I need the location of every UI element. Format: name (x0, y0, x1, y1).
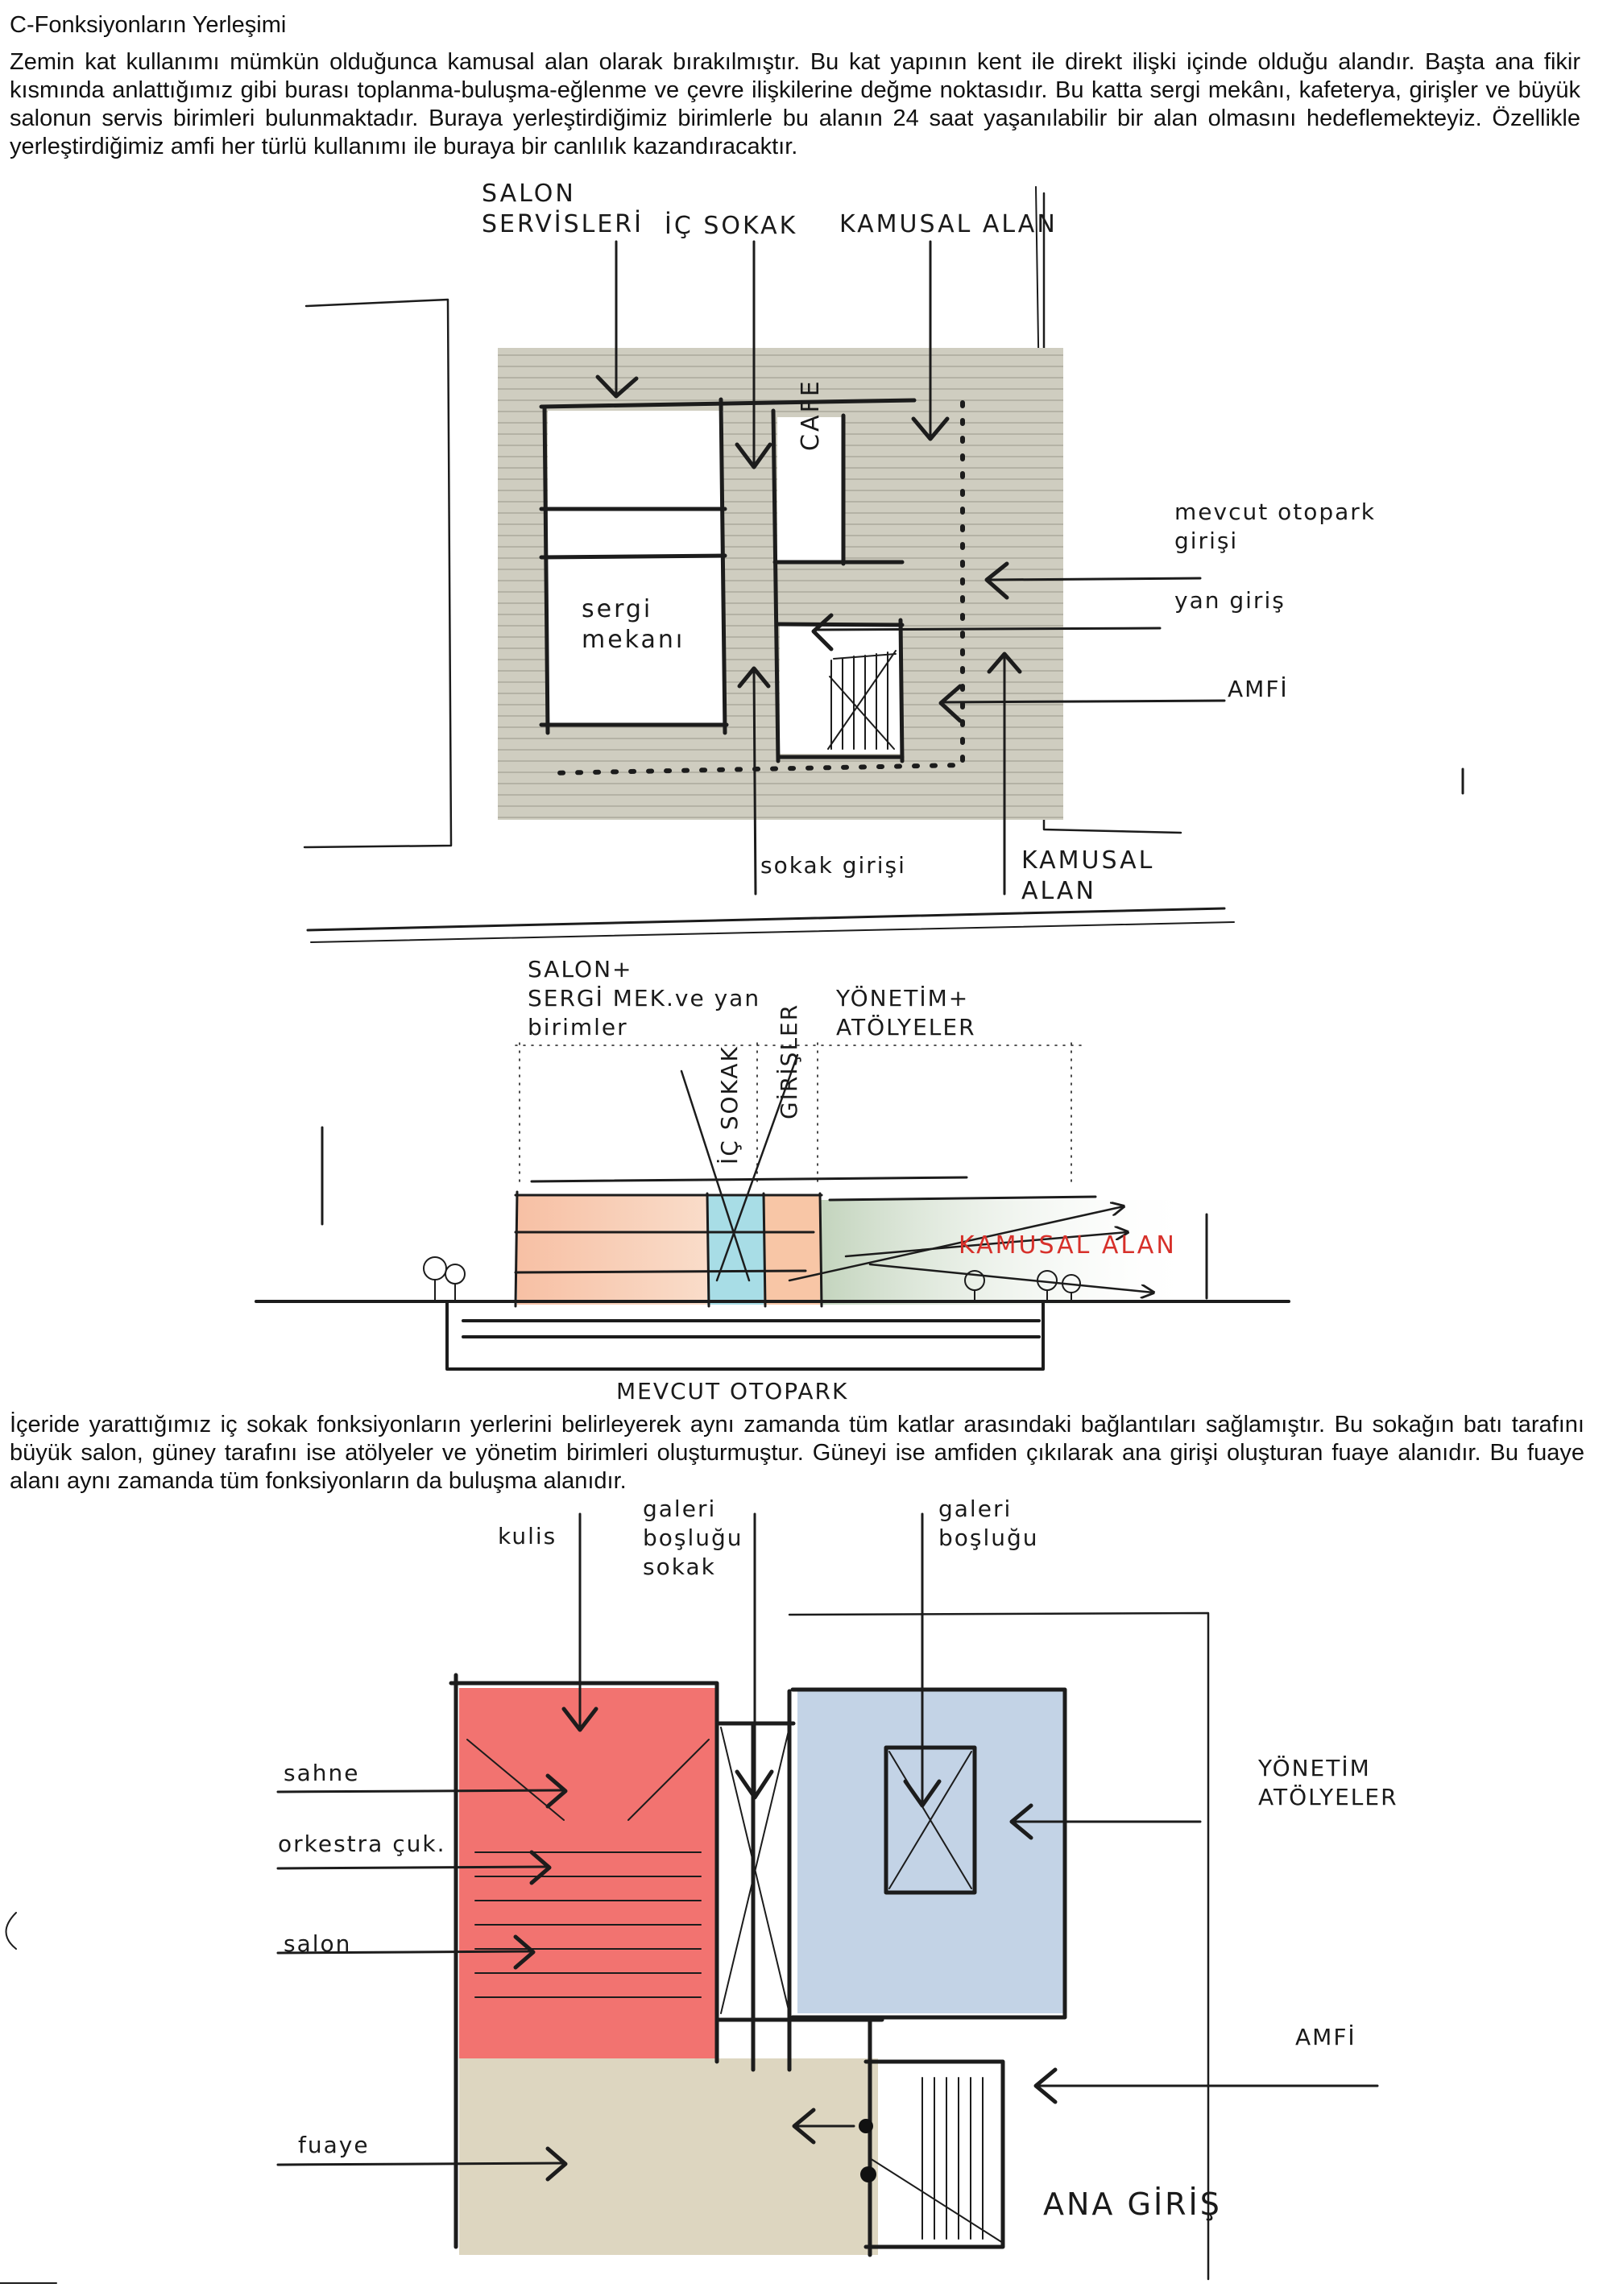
label-ic-sokak: İÇ SOKAK (665, 212, 798, 240)
second-paragraph: İçeride yarattığımız iç sokak fonksiyonların yerlerini belirleyerek aynı zamanda tüm katlar arasındaki bağlantıları sağlamıştır. Bu sokağın batı tarafını büyük salon, güney tarafını ise atölyeler ve yönetim birimleri oluşturmuştur. Güneyi ise amfiden çıkılarak ana girişi oluşturan fuaye alanıdır. Bu fuaye alanı aynı zamanda tüm fonksiyonların da buluşma alanıdır. (10, 1412, 1584, 1494)
label-yonetim-atolyeler-section: YÖNETİM+ ATÖLYELER (836, 985, 976, 1040)
label-mevcut-otopark-girisi: mevcut otopark girişi (1174, 499, 1376, 554)
label-kamusal-alan-top: KAMUSAL ALAN (839, 210, 1058, 238)
label-sergi-mekani: sergi mekanı (582, 595, 685, 654)
section-heading: C-Fonksiyonların Yerleşimi (10, 12, 287, 38)
yonetim-room (797, 1691, 1063, 2013)
label-galeri-boslugu-sokak: galeri boşluğu sokak (643, 1496, 743, 1580)
sergi-room (548, 411, 723, 725)
upper-floor-plan (0, 1514, 1377, 2283)
salon-room (459, 1688, 715, 2058)
intro-paragraph: Zemin kat kullanımı mümkün olduğunca kamusal alan olarak bırakılmıştır. Bu kat yapının kent ile direkt ilişki içinde olduğu alandır. Başta ana fikir kısmında anlattığımız gibi burası toplanma-buluşma-eğlenme ve çevre ilişkilerine değme noktasıdır. Bu katta sergi mekânı, kafeterya, girişler ve büyük salonun servis birimleri bulunmaktadır. Buraya yerleştirdiğimiz birimlerle bu alanın 24 saat yaşanılabilir bir alan olmasını hedeflemekteyiz. Özellikle yerleştirdiğimiz amfi her türlü kullanımı ile buraya bir canlılık kazandıracaktır. (10, 49, 1580, 159)
label-mevcut-otopark: MEVCUT OTOPARK (616, 1378, 849, 1404)
label-kamusal-alan-section: KAMUSAL ALAN (959, 1231, 1177, 1260)
label-salon: salon (284, 1930, 352, 1957)
label-amfi: AMFİ (1228, 676, 1289, 702)
label-yan-giris: yan giriş (1174, 587, 1286, 614)
fuaye-room (459, 2058, 878, 2255)
label-galeri-boslugu: galeri boşluğu (938, 1496, 1039, 1551)
label-sahne: sahne (284, 1760, 360, 1786)
salon-zone (517, 1195, 710, 1305)
label-section-ic-sokak: İÇ SOKAK (716, 1045, 743, 1165)
label-cafe: CAFE (797, 379, 825, 451)
ic-sokak-zone (707, 1195, 764, 1305)
label-ana-giris: ANA GİRİŞ (1043, 2186, 1222, 2222)
ground-floor-plan (304, 187, 1463, 942)
label-salon-sergi: SALON+ SERGİ MEK.ve yan birimler (528, 956, 761, 1040)
label-amfi-upper: AMFİ (1295, 2024, 1356, 2050)
label-girisler: GİRİŞLER (776, 1003, 802, 1119)
label-yonetim-atolyeler: YÖNETİM ATÖLYELER (1258, 1755, 1398, 1810)
label-kamusal-alan-bottom: KAMUSAL ALAN (1021, 846, 1155, 905)
label-kulis: kulis (498, 1523, 557, 1549)
label-sokak-girisi: sokak girişi (760, 852, 906, 879)
giris-zone (764, 1195, 820, 1305)
label-fuaye: fuaye (298, 2132, 370, 2158)
label-salon-servisleri: SALON SERVİSLERİ (482, 180, 644, 238)
section-diagram (256, 1043, 1289, 1369)
label-orkestra: orkestra çuk. (278, 1831, 446, 1857)
